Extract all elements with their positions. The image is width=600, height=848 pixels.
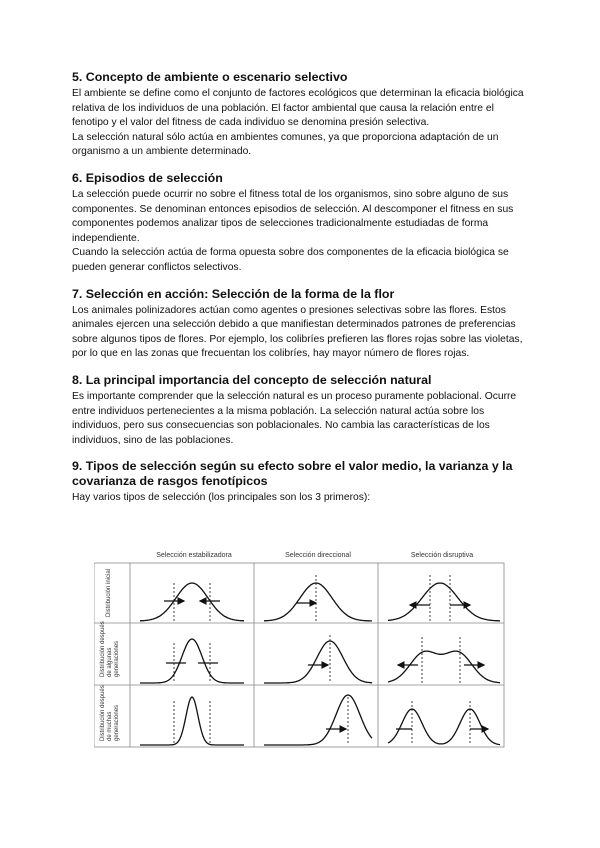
- section-title: 5. Concepto de ambiente o escenario selectivo: [72, 70, 348, 84]
- row-label-some-generations: Distribución después de algunas generaciones: [100, 621, 120, 677]
- paragraph: La selección puede ocurrir no sobre el fitness total de los organismos, sino sobre alguno de sus componentes. Se denominan entonces episodios de selección. Al descomponer el fitness en sus componentes podemos analizar tipos de selecciones tradicionalmente estudiadas de forma independiente.: [72, 188, 514, 244]
- paragraph: Es importante comprender que la selección natural es un proceso puramente poblacional. Ocurre entre individuos pertenecientes a la misma población. La selección natural actúa sobre los individuos, pero sus consecuencias son poblacionales. No cambia las características de los individuos, sino de las poblaciones.: [72, 390, 517, 446]
- selection-types-figure: [94, 551, 506, 749]
- curve-disruptive-some: [388, 651, 500, 683]
- paragraph: La selección natural sólo actúa en ambientes comunes, ya que proporciona adaptación de un organismo a un ambiente determinado.: [72, 131, 499, 158]
- section-7: [72, 287, 528, 362]
- row-label-initial: Distribución inicial: [106, 568, 112, 617]
- curve-disruptive-many: [388, 709, 500, 745]
- col-label-directional: Selección direccional: [285, 552, 351, 559]
- section-6: [72, 171, 528, 276]
- row-label-many-generations: Distribución después de muchas generaciones: [100, 685, 120, 741]
- curve-stabilizing-initial: [140, 583, 244, 621]
- curve-directional-some: [264, 641, 372, 683]
- selection-diagram: [94, 551, 506, 749]
- section-8: [72, 373, 528, 448]
- section-9: [72, 459, 528, 506]
- section-title: 8. La principal importancia del concepto de selección natural: [72, 372, 432, 387]
- curve-directional-many: [264, 695, 372, 745]
- curve-stabilizing-some: [140, 639, 244, 683]
- paragraph: Hay varios tipos de selección (los principales son los 3 primeros):: [72, 492, 371, 504]
- section-title: 7. Selección en acción: Selección de la forma de la flor: [72, 286, 395, 301]
- section-title: 6. Episodios de selección: [72, 170, 223, 185]
- paragraph: Los animales polinizadores actúan como agentes o presiones selectivas sobre las flores. Estos animales ejercen una selección debido a que manifiestan determinados patrones de preferencias sobre algunos tipos de flores. Por ejemplo, los colibríes prefieren las flores rojas sobre las violetas, por lo que en las zonas que frecuentan los colibríes, hay mayor número de flores rojas.: [72, 304, 523, 360]
- section-5: [72, 70, 528, 160]
- curve-directional-initial: [264, 583, 372, 621]
- document-body: [72, 70, 528, 517]
- col-label-disruptive: Selección disruptiva: [410, 552, 474, 559]
- col-label-stabilizing: Selección estabilizadora: [156, 552, 232, 559]
- paragraph: El ambiente se define como el conjunto de factores ecológicos que determinan la eficacia biológica relativa de los individuos de una población. El factor ambiental que causa la relación entre el fenotipo y el valor del fitness de cada individuo se denomina presión selectiva.: [72, 88, 524, 129]
- curve-stabilizing-many: [140, 697, 244, 745]
- curve-disruptive-initial: [388, 583, 500, 621]
- paragraph: Cuando la selección actúa de forma opuesta sobre dos componentes de la eficacia biológica se pueden generar conflictos selectivos.: [72, 247, 509, 273]
- section-title: 9. Tipos de selección según su efecto sobre el valor medio, la varianza y la covarianza de rasgos fenotípicos: [72, 459, 513, 489]
